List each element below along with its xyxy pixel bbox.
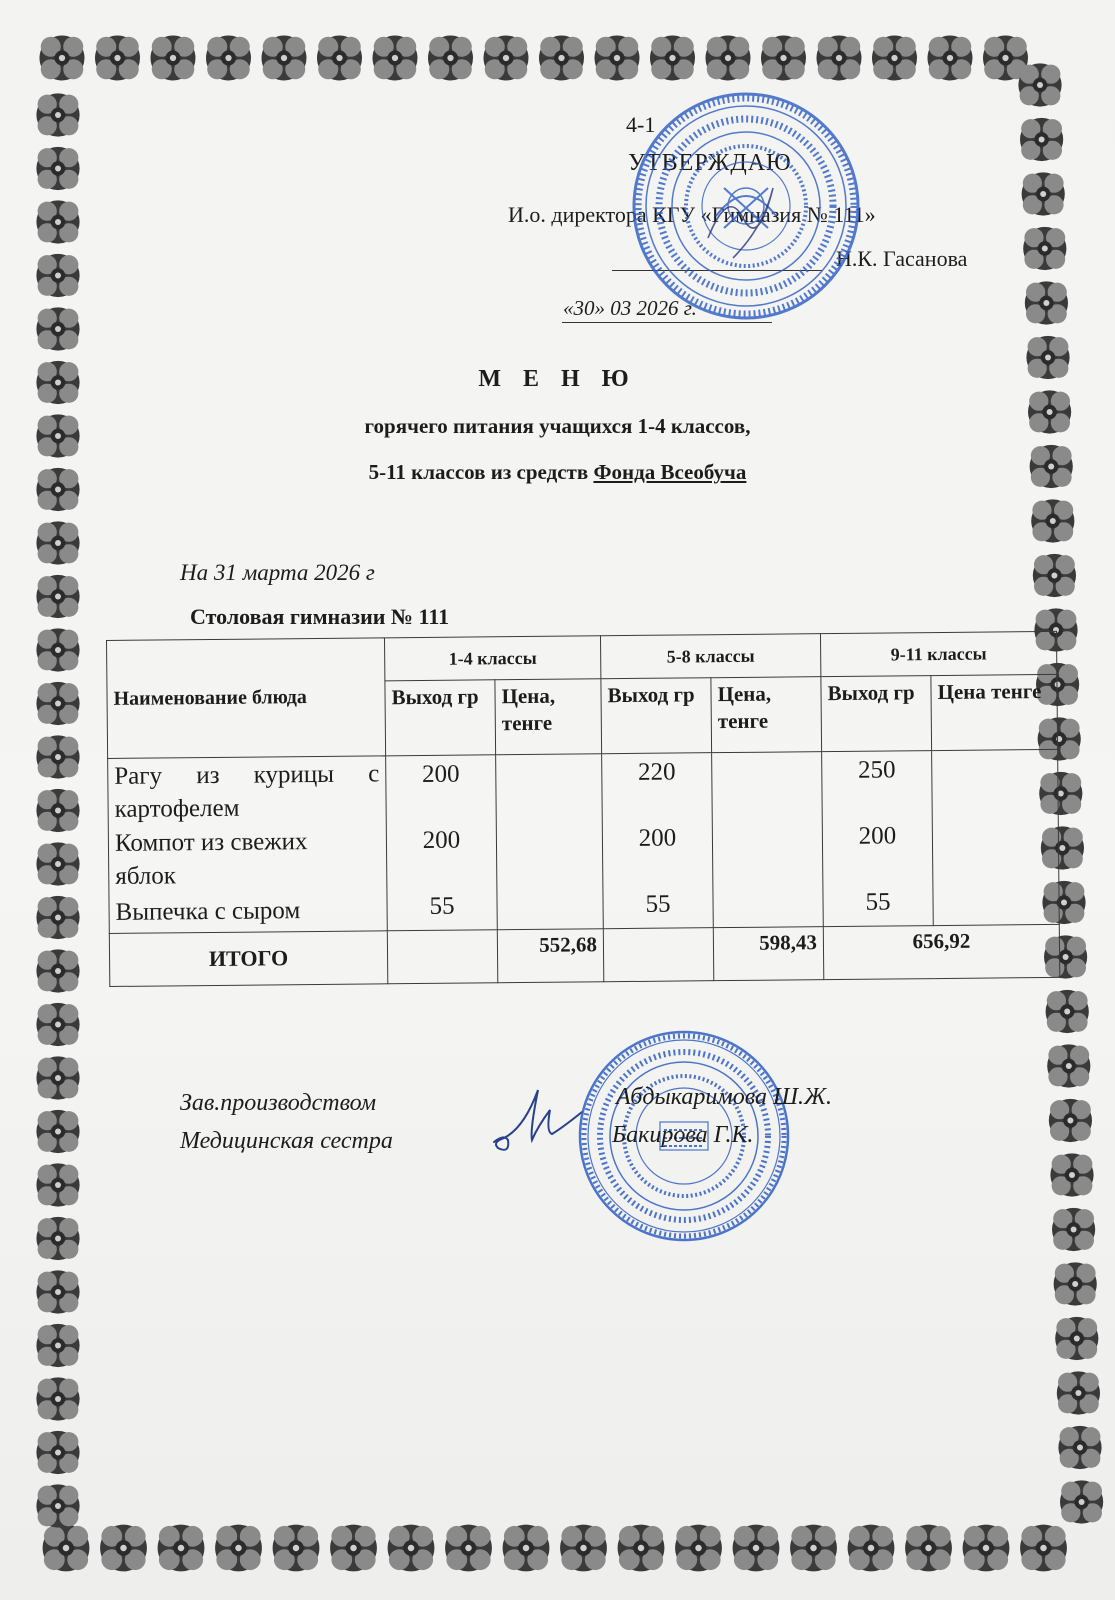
flower-ornament-icon bbox=[1050, 1153, 1093, 1196]
flower-ornament-icon bbox=[1052, 1208, 1095, 1251]
menu-date: На 31 марта 2026 г bbox=[180, 560, 375, 585]
flower-ornament-icon bbox=[36, 842, 79, 885]
flower-ornament-icon bbox=[1058, 1426, 1101, 1469]
flower-ornament-icon bbox=[262, 36, 307, 81]
dish-1-line-1: Рагу из курицы с bbox=[114, 760, 380, 790]
flower-ornament-icon bbox=[1022, 172, 1065, 215]
flower-ornament-icon bbox=[428, 36, 473, 81]
flower-ornament-icon bbox=[36, 1484, 79, 1527]
flower-ornament-icon bbox=[848, 1525, 895, 1572]
flower-ornament-icon bbox=[445, 1525, 492, 1572]
official-stamp-icon bbox=[628, 88, 864, 324]
flower-ornament-icon bbox=[36, 254, 79, 297]
flower-ornament-icon bbox=[761, 36, 806, 81]
flower-ornament-icon bbox=[36, 575, 79, 618]
subtitle-prefix: 5-11 классов из средств bbox=[368, 460, 594, 484]
yield-9-11 bbox=[822, 751, 934, 927]
yield-value: 250 bbox=[857, 756, 896, 784]
flower-ornament-icon bbox=[650, 36, 695, 81]
flower-ornament-icon bbox=[618, 1525, 665, 1572]
yield-value: 200 bbox=[422, 826, 461, 854]
name-production-head: Абдыкаримова Ш.Ж. bbox=[616, 1084, 832, 1110]
flower-ornament-icon bbox=[1025, 281, 1068, 324]
flower-ornament-icon bbox=[817, 36, 862, 81]
flower-ornament-icon bbox=[36, 896, 79, 939]
flower-ornament-icon bbox=[36, 1003, 79, 1046]
col-dish-name: Наименование блюда bbox=[107, 638, 386, 759]
yield-5-8 bbox=[602, 753, 714, 929]
flower-ornament-icon bbox=[1033, 554, 1076, 597]
flower-ornament-icon bbox=[36, 1110, 79, 1153]
flower-ornament-icon bbox=[330, 1525, 377, 1572]
flower-ornament-icon bbox=[872, 36, 917, 81]
flower-ornament-icon bbox=[36, 307, 79, 350]
menu-subtitle-1: горячего питания учащихся 1-4 классов, bbox=[364, 414, 751, 438]
flower-ornament-icon bbox=[36, 200, 79, 243]
flower-ornament-icon bbox=[706, 36, 751, 81]
price-9-11 bbox=[932, 749, 1060, 925]
yield-value: 55 bbox=[429, 892, 455, 920]
sub-header: Цена, тенге bbox=[711, 677, 822, 753]
flower-ornament-icon bbox=[560, 1525, 607, 1572]
dish-3: Выпечка с сыром bbox=[115, 897, 301, 926]
group-1-4: 1-4 классы bbox=[384, 636, 600, 681]
flower-ornament-icon bbox=[1057, 1371, 1100, 1414]
menu-table bbox=[106, 631, 1060, 987]
sub-header: Цена тенге bbox=[931, 674, 1058, 750]
flower-ornament-icon bbox=[36, 1270, 79, 1313]
flower-ornament-icon bbox=[36, 1377, 79, 1420]
menu-title: М Е Н Ю bbox=[478, 366, 637, 392]
flower-ornament-icon bbox=[100, 1525, 147, 1572]
total-label: ИТОГО bbox=[109, 930, 387, 986]
menu-subtitle-2 bbox=[0, 460, 1115, 485]
flower-ornament-icon bbox=[1020, 1525, 1067, 1572]
flower-ornament-icon bbox=[36, 789, 79, 832]
director-name: Н.К. Гасанова bbox=[836, 246, 968, 271]
flower-ornament-icon bbox=[317, 36, 362, 81]
flower-ornament-icon bbox=[675, 1525, 722, 1572]
yield-value: 220 bbox=[637, 758, 676, 786]
flower-ornament-icon bbox=[36, 147, 79, 190]
canteen-name: Столовая гимназии № 111 bbox=[190, 604, 450, 629]
role-production-head: Зав.производством bbox=[180, 1090, 377, 1116]
total-5-8: 598,43 bbox=[713, 926, 824, 980]
sub-header: Выход гр bbox=[385, 680, 496, 756]
approve-heading: УТВЕРЖДАЮ bbox=[628, 150, 792, 176]
flower-ornament-icon bbox=[215, 1525, 262, 1572]
flower-ornament-icon bbox=[388, 1525, 435, 1572]
flower-ornament-icon bbox=[36, 682, 79, 725]
flower-ornament-icon bbox=[1018, 63, 1061, 106]
yield-value: 200 bbox=[858, 822, 897, 850]
flower-ornament-icon bbox=[1055, 1317, 1098, 1360]
flower-ornament-icon bbox=[595, 36, 640, 81]
dish-2-line-2: яблок bbox=[115, 861, 177, 890]
role-nurse: Медицинская сестра bbox=[180, 1128, 393, 1154]
price-5-8 bbox=[712, 752, 824, 928]
sub-header: Выход гр bbox=[601, 678, 712, 754]
total-empty bbox=[387, 929, 498, 983]
flower-ornament-icon bbox=[36, 1056, 79, 1099]
yield-value: 200 bbox=[421, 760, 460, 788]
flower-ornament-icon bbox=[539, 36, 584, 81]
flower-ornament-icon bbox=[963, 1525, 1010, 1572]
fund-name: Фонда Всеобуча bbox=[593, 460, 747, 484]
approve-date: «30» 03 2026 г. bbox=[563, 296, 697, 320]
flower-ornament-icon bbox=[151, 36, 196, 81]
flower-ornament-icon bbox=[43, 1525, 90, 1572]
flower-ornament-icon bbox=[36, 93, 79, 136]
name-nurse: Бакирова Г.К. bbox=[612, 1122, 754, 1148]
flower-ornament-icon bbox=[273, 1525, 320, 1572]
flower-ornament-icon bbox=[1031, 499, 1074, 542]
flower-ornament-icon bbox=[373, 36, 418, 81]
flower-ornament-icon bbox=[36, 735, 79, 778]
group-5-8: 5-8 классы bbox=[600, 634, 820, 679]
flower-ornament-icon bbox=[905, 1525, 952, 1572]
flower-ornament-icon bbox=[1054, 1262, 1097, 1305]
flower-ornament-icon bbox=[36, 521, 79, 564]
table-total-row bbox=[109, 924, 1059, 986]
flower-ornament-icon bbox=[36, 628, 79, 671]
flower-ornament-icon bbox=[733, 1525, 780, 1572]
doc-number: 4-1 bbox=[626, 112, 656, 137]
flower-ornament-icon bbox=[1020, 118, 1063, 161]
price-1-4 bbox=[496, 754, 604, 930]
flower-ornament-icon bbox=[40, 36, 85, 81]
dish-2-line-1: Компот из свежих bbox=[114, 828, 308, 857]
director-title: И.о. директора КГУ «Гимназия № 111» bbox=[508, 202, 876, 227]
flower-ornament-icon bbox=[36, 1431, 79, 1474]
table-row bbox=[108, 749, 1060, 933]
flower-ornament-icon bbox=[1046, 990, 1089, 1033]
flower-ornament-icon bbox=[36, 1324, 79, 1367]
flower-ornament-icon bbox=[36, 1217, 79, 1260]
dish-list bbox=[108, 756, 388, 933]
sub-header: Выход гр bbox=[821, 676, 932, 752]
flower-ornament-icon bbox=[790, 1525, 837, 1572]
flower-ornament-icon bbox=[1023, 227, 1066, 270]
yield-1-4 bbox=[386, 755, 498, 931]
flower-ornament-icon bbox=[484, 36, 529, 81]
flower-ornament-icon bbox=[158, 1525, 205, 1572]
flower-ornament-icon bbox=[928, 36, 973, 81]
flower-ornament-icon bbox=[1049, 1099, 1092, 1142]
flower-ornament-icon bbox=[1060, 1480, 1103, 1523]
yield-value: 55 bbox=[865, 888, 891, 916]
flower-ornament-icon bbox=[206, 36, 251, 81]
total-1-4: 552,68 bbox=[497, 928, 604, 982]
flower-ornament-icon bbox=[1047, 1044, 1090, 1087]
flower-ornament-icon bbox=[36, 949, 79, 992]
flower-ornament-icon bbox=[503, 1525, 550, 1572]
yield-value: 55 bbox=[645, 890, 671, 918]
sub-header: Цена, тенге bbox=[495, 679, 602, 755]
dish-1-line-2: картофелем bbox=[114, 794, 240, 823]
total-empty bbox=[603, 927, 714, 981]
group-9-11: 9-11 классы bbox=[820, 631, 1056, 676]
yield-value: 200 bbox=[638, 824, 677, 852]
flower-ornament-icon bbox=[95, 36, 140, 81]
total-9-11: 656,92 bbox=[823, 924, 1060, 979]
flower-ornament-icon bbox=[36, 1163, 79, 1206]
